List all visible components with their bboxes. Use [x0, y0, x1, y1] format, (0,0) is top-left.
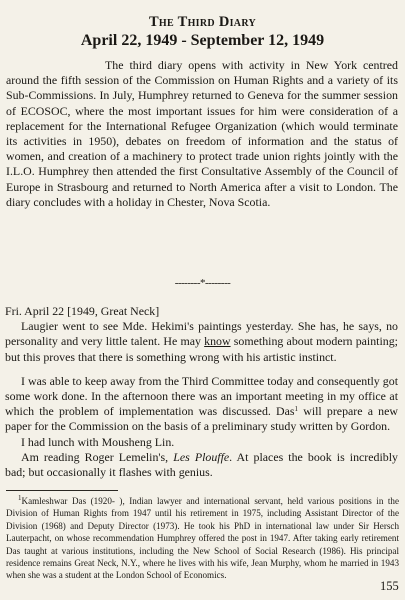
entry-paragraph-4: [5, 450, 398, 480]
entry-text: Laugier went to see Mde. Hekimi's paintings yesterday. She has, he says, no personality and very little talent. He may: [5, 319, 398, 349]
footnote-reference: 1: [294, 405, 299, 414]
diary-entry: [5, 304, 398, 480]
footnote-paragraph: [6, 495, 399, 582]
underlined-word: know: [204, 334, 231, 349]
chapter-title: The Third Diary: [148, 14, 257, 30]
entry-paragraph-3: I had lunch with Mousheng Lin.: [21, 434, 175, 449]
footnote: [6, 495, 399, 582]
entry-text: Am reading Roger Lemelin's,: [21, 449, 174, 464]
entry-paragraph-2: [5, 374, 398, 435]
footnote-text: Kamleshwar Das (1920- ), Indian lawyer and international servant, held various positions in the Division of Human Rights from 1947 until his retirement in 1975, including Assistant Director of the Division (1968) and Deputy Director (1973). He took his PhD in international law under Sir Hersch Lauterpacht, on whose recommendation Humphrey offered the post in 1947. After taking early retirement Das taught at various institutions, including the New School of Social Research (1986). His principal residence remains Great Neck, N.Y., where he lives with his wife, Jean Murphy, whom he married in 1943 when she was a student at the London School of Economics.: [6, 496, 399, 581]
footnote-divider: [6, 490, 118, 491]
entry-paragraph-1: [5, 319, 398, 365]
entry-text: I was able to keep away from the Third Committee today and consequently got some work done. In the afternoon there was an important meeting in my office at which the problem of implementation was discussed. Das: [5, 373, 398, 419]
intro-paragraph: The third diary opens with activity in New York centred around the fifth session of the Commission on Human Rights and a variety of its Sub-Commissions. In July, Humphrey returned to Geneva for the summer session of ECOSOC, where the most important issues for him were consideration of a replacement for the International Refugee Organization (which would terminate its activities in 1950), debates on freedom of information and the status of women, and creation of a machinery to protect trade union rights jointly with the I.L.O. Humphrey then attended the first Consultative Assembly of the Council of Europe in Strasbourg and returned to North America after a visit to London. The diary concludes with a holiday in Chester, Nova Scotia.: [6, 58, 398, 209]
entry-text: will prepare a new paper for the Commission on the basis of a preliminary study written by Gordon.: [5, 404, 398, 434]
entry-text: . At places the book is incredibly bad; but occasionally it flashes with genius.: [5, 449, 398, 480]
intro-section: [6, 58, 398, 210]
entry-date-heading: Fri. April 22 [1949, Great Neck]: [5, 304, 160, 318]
entry-text: something about modern painting; but this proves that there is something wrong with his artistic instinct.: [5, 334, 398, 364]
book-title: Les Plouffe: [173, 449, 230, 464]
page-number: 155: [380, 579, 399, 593]
footnote-number: 1: [18, 494, 22, 502]
chapter-date-range: April 22, 1949 - September 12, 1949: [80, 32, 325, 49]
section-separator: --------*--------: [174, 277, 231, 289]
